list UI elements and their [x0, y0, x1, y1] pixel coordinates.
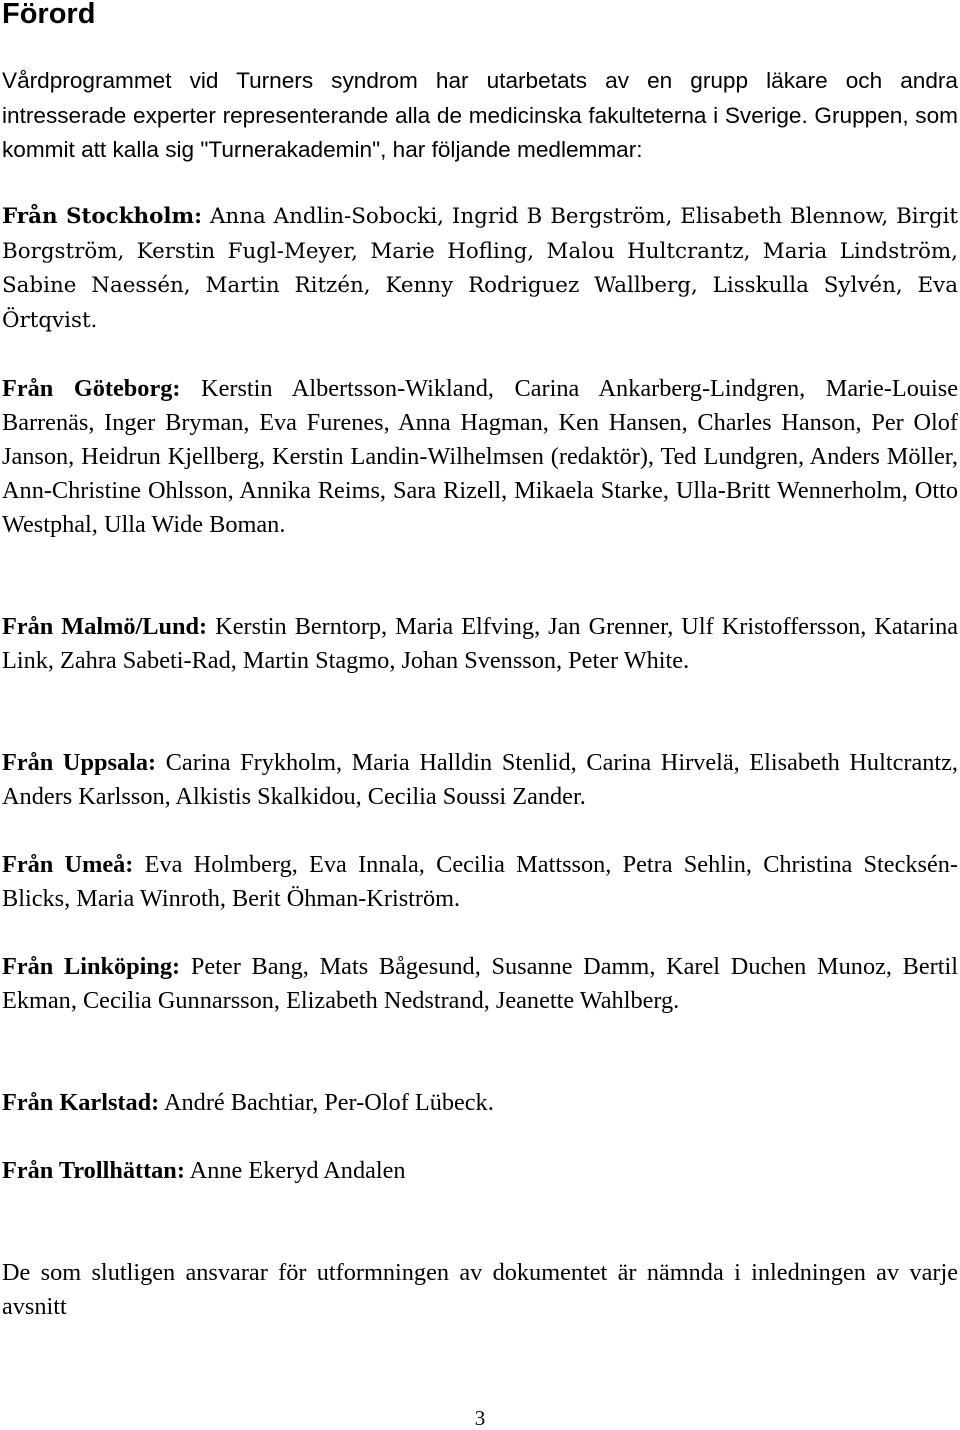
group-members: Anne Ekeryd Andalen [184, 1157, 406, 1184]
intro-sentence-1: Vårdprogrammet vid Turners syndrom har utarbetats av en grupp läkare och andra intresserade experter representerande alla de medicinska fakulteterna i Sverige. [2, 68, 958, 128]
closing-paragraph: De som slutligen ansvarar för utformningen av dokumentet är nämnda i inledningen av varje avsnitt [2, 1259, 958, 1320]
intro-paragraph [2, 64, 958, 168]
group-lead: Från Uppsala: [2, 749, 157, 776]
group-uppsala [2, 746, 958, 814]
group-goteborg [2, 372, 958, 542]
group-members: Kerstin Berntorp, Maria Elfving, Jan Grenner, Ulf Kristoffersson, Katarina Link, Zahra Sabeti-Rad, Martin Stagmo, Johan Svensson, Peter White. [2, 613, 959, 674]
group-lead: Från Umeå: [2, 851, 134, 878]
page-title: Förord [2, 0, 96, 30]
group-lead: Från Trollhättan: [2, 1157, 185, 1184]
group-members: Anna Andlin-Sobocki, Ingrid B Bergström, Elisabeth Blennow, Birgit Borgström, Kerstin Fugl-Meyer, Marie Hofling, Malou Hultcrantz, Maria Lindström, Sabine Naessén, Martin Ritzén, Kenny Rodriguez Wallberg, Lisskulla Sylvén, Eva Örtqvist. [2, 204, 959, 333]
page-number: 3 [474, 1406, 486, 1430]
group-umea [2, 848, 958, 916]
group-lead: Från Karlstad: [2, 1089, 160, 1116]
group-lead: Från Linköping: [2, 953, 181, 980]
group-members: André Bachtiar, Per-Olof Lübeck. [159, 1089, 494, 1116]
group-members: Eva Holmberg, Eva Innala, Cecilia Mattsson, Petra Sehlin, Christina Stecksén-Blicks, Maria Winroth, Berit Öhman-Kriström. [2, 851, 959, 912]
group-lead: Från Göteborg: [2, 375, 181, 402]
group-karlstad [2, 1086, 958, 1120]
group-members: Carina Frykholm, Maria Halldin Stenlid, Carina Hirvelä, Elisabeth Hultcrantz, Anders Karlsson, Alkistis Skalkidou, Cecilia Soussi Zander. [2, 749, 958, 810]
group-stockholm [2, 200, 958, 338]
group-members: Kerstin Albertsson-Wikland, Carina Ankarberg-Lindgren, Marie-Louise Barrenäs, Inger Bryman, Eva Furenes, Anna Hagman, Ken Hansen, Charles Hanson, Per Olof Janson, Heidrun Kjellberg, Kerstin Landin-Wilhelmsen (redaktör), Ted Lundgren, Anders Möller, Ann-Christine Ohlsson, Annika Reims, Sara Rizell, Mikaela Starke, Ulla-Britt Wennerholm, Otto Westphal, Ulla Wide Boman. [2, 375, 958, 538]
group-malmo-lund [2, 610, 958, 678]
group-trollhattan [2, 1154, 958, 1188]
group-lead: Från Malmö/Lund: [2, 613, 208, 640]
group-members: Peter Bang, Mats Bågesund, Susanne Damm, Karel Duchen Munoz, Bertil Ekman, Cecilia Gunnarsson, Elizabeth Nedstrand, Jeanette Wahlberg. [2, 953, 958, 1014]
group-linkoping [2, 950, 958, 1018]
intro-sentence-2: Gruppen, som kommit att kalla sig "Turnerakademin", har följande medlemmar: [2, 102, 958, 162]
group-lead: Från Stockholm: [2, 204, 203, 229]
